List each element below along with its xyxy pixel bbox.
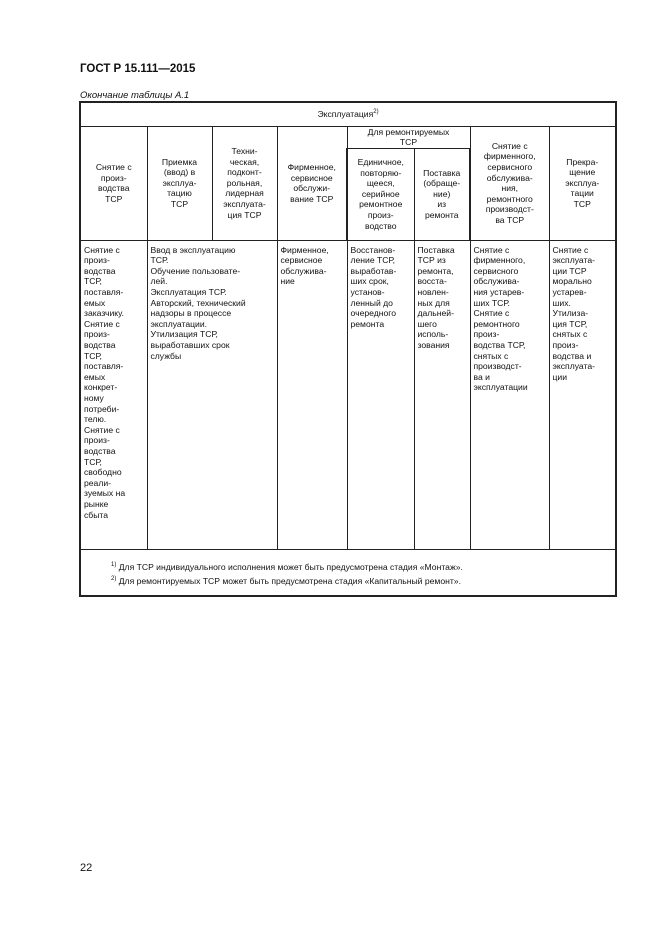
col-header-5: Единичное, повторяю- щееся, серийное ремонтное произ- водство (347, 148, 414, 240)
body-cell-5: Восстанов- ление ТСР, выработав- ших срок, установ- ленный до очередного ремонта (347, 240, 414, 549)
footnotes (80, 549, 616, 596)
col-header-2: Приемка (ввод) в эксплуа- тацию ТСР (147, 126, 212, 240)
body-cell-7: Снятие с фирменного, сервисного обслужива- ния устарев- ших ТСР. Снятие с ремонтного произ- водства ТСР, снятых с производст- ва и эксплуатации (470, 240, 549, 549)
sub-group-header-repairable: Для ремонтируемых ТСР (347, 126, 470, 148)
col-header-1: Снятие с произ- водства ТСР (80, 126, 147, 240)
group-header-operation: Эксплуатация$^{2)}$ (80, 102, 616, 126)
body-cell-2-3: Ввод в эксплуатацию ТСР. Обучение пользовате- лей. Эксплуатация ТСР. Авторский, технический надзоры в процессе эксплуатации. Утилизация ТСР, выработавших срок службы (147, 240, 277, 549)
page-number: 22 (80, 862, 93, 874)
body-cell-4: Фирменное, сервисное обслужива- ние (277, 240, 347, 549)
col-header-7: Снятие с фирменного, сервисного обслужива- ния, ремонтного производст- ва ТСР (470, 126, 549, 240)
col-header-8: Прекра- щение эксплуа- тации ТСР (549, 126, 616, 240)
body-cell-1: Снятие с произ- водства ТСР, поставля- емых заказчику. Снятие с произ- водства ТСР, поставля- емых конкрет- ному потреби- телю. Снятие с произ- водства ТСР, свободно реали- зуемых на рынке сбыта (80, 240, 147, 549)
stages-table (79, 101, 617, 597)
document-header: ГОСТ Р 15.111—2015 (80, 63, 196, 75)
col-header-4: Фирменное, сервисное обслужи- вание ТСР (277, 126, 347, 240)
col-header-6: Поставка (обраще- ние) из ремонта (414, 148, 470, 240)
body-cell-6: Поставка ТСР из ремонта, восста- новлен- ных для дальней- шего исполь- зования (414, 240, 470, 549)
footnote-1: $^{1)}$ Для ТСР индивидуального исполнения может быть предусмотрена стадия «Монтаж». (111, 561, 463, 572)
footnote-2: $^{2)}$ Для ремонтируемых ТСР может быть предусмотрена стадия «Капитальный ремонт». (111, 575, 461, 586)
table-caption: Окончание таблицы А.1 (80, 90, 190, 101)
col-header-3: Техни- ческая, подконт- рольная, лидерная эксплуата- ция ТСР (212, 126, 277, 240)
body-cell-8: Снятие с эксплуата- ции ТСР морально устарев- ших. Утилиза- ция ТСР, снятых с произ- водства и эксплуата- ции (549, 240, 616, 549)
